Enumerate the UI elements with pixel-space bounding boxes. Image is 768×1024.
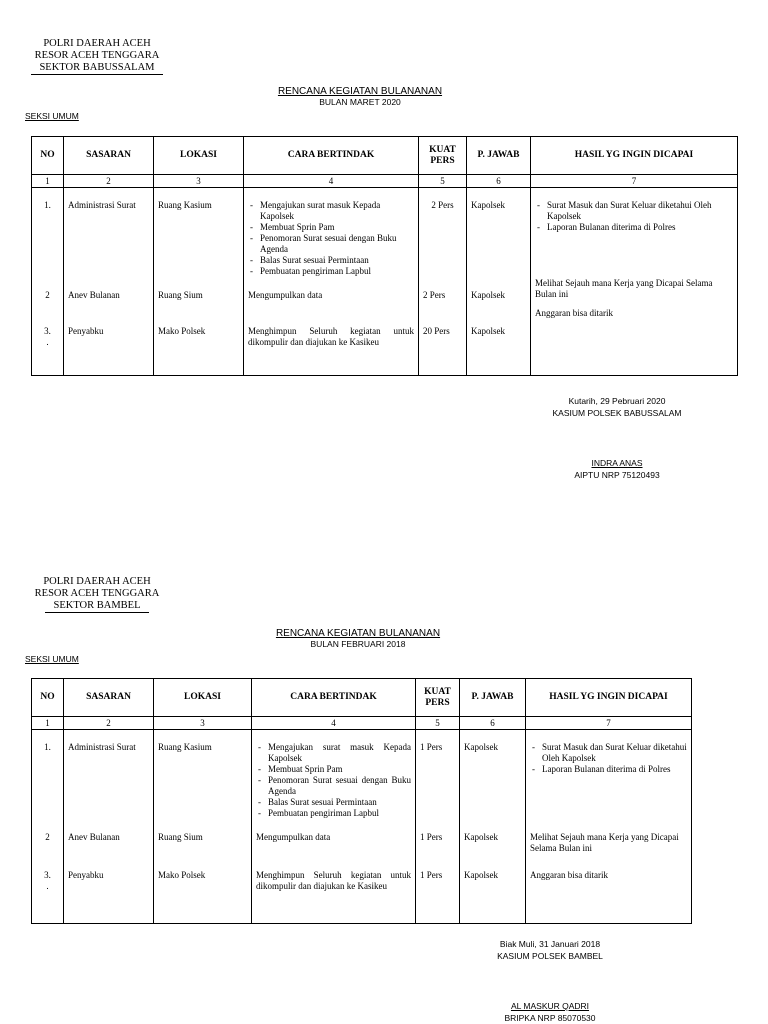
- row-lokasi: Mako Polsek: [154, 326, 244, 376]
- list-item: - Pembuatan pengiriman Lapbul: [260, 266, 414, 277]
- list-item: - Pembuatan pengiriman Lapbul: [268, 808, 411, 819]
- column-header: LOKASI: [154, 679, 252, 717]
- column-number: 5: [419, 175, 467, 188]
- column-header: CARA BERTINDAK: [252, 679, 416, 717]
- row-number: 1.: [32, 730, 64, 832]
- signature-name: INDRA ANAS: [591, 458, 643, 468]
- table-row: [32, 730, 692, 832]
- signature-place-date: Kutarih, 29 Pebruari 2020: [568, 396, 666, 406]
- row-jawab: Kapolsek: [460, 832, 526, 870]
- row-jawab: Kapolsek: [467, 326, 531, 376]
- letterhead-line: POLRI DAERAH ACEH: [43, 38, 151, 49]
- row-sasaran: Penyabku: [64, 326, 154, 376]
- column-number: 7: [531, 175, 738, 188]
- signature-rank: BRIPKA NRP 85070530: [504, 1013, 596, 1023]
- document-title-1: [230, 86, 490, 108]
- letterhead-2: [24, 576, 170, 613]
- row-hasil: Anggaran bisa ditarik: [526, 870, 692, 924]
- column-number: 3: [154, 717, 252, 730]
- activity-table-1: [31, 136, 738, 376]
- table-row: [32, 188, 738, 290]
- column-number: 2: [64, 717, 154, 730]
- signature-rank: AIPTU NRP 75120493: [574, 470, 660, 480]
- list-item: - Balas Surat sesuai Permintaan: [268, 797, 411, 808]
- column-number: 4: [252, 717, 416, 730]
- list-item: - Mengajukan surat masuk Kepada Kapolsek: [260, 200, 414, 222]
- row-jawab: Kapolsek: [460, 870, 526, 924]
- row-sasaran: Anev Bulanan: [64, 290, 154, 326]
- list-item: - Surat Masuk dan Surat Keluar diketahui Oleh Kapolsek: [542, 742, 687, 764]
- row-jawab: Kapolsek: [460, 730, 526, 832]
- row-sasaran: Anev Bulanan: [64, 832, 154, 870]
- plan-title: RENCANA KEGIATAN BULANANAN: [277, 86, 443, 97]
- column-header: KUAT PERS: [419, 137, 467, 175]
- column-header: SASARAN: [64, 137, 154, 175]
- list-item: - Laporan Bulanan diterima di Polres: [542, 764, 687, 775]
- column-number: 1: [32, 175, 64, 188]
- row-number: 2: [32, 290, 64, 326]
- column-number: 3: [154, 175, 244, 188]
- row-hasil: [526, 730, 692, 832]
- row-lokasi: Mako Polsek: [154, 870, 252, 924]
- table-row: [32, 326, 738, 376]
- column-header: P. JAWAB: [467, 137, 531, 175]
- row-lokasi: Ruang Sium: [154, 832, 252, 870]
- list-item: - Surat Masuk dan Surat Keluar diketahui Oleh Kapolsek: [547, 200, 733, 222]
- column-header: NO: [32, 679, 64, 717]
- column-header: HASIL YG INGIN DICAPAI: [526, 679, 692, 717]
- signature-block-2: [460, 938, 640, 1024]
- row-hasil: [531, 188, 738, 290]
- column-number: 4: [244, 175, 419, 188]
- row-lokasi: Ruang Kasium: [154, 730, 252, 832]
- row-kuat: 2 Pers: [419, 188, 467, 290]
- row-jawab: Kapolsek: [467, 290, 531, 326]
- row-cara: [244, 188, 419, 290]
- row-cara: Mengumpulkan data: [252, 832, 416, 870]
- row-lokasi: Ruang Sium: [154, 290, 244, 326]
- row-cara: Menghimpun Seluruh kegiatan untuk dikompulir dan diajukan ke Kasikeu: [244, 326, 419, 376]
- letterhead-line: POLRI DAERAH ACEH: [43, 576, 151, 587]
- row-number: 2: [32, 832, 64, 870]
- list-item: - Mengajukan surat masuk Kepada Kapolsek: [268, 742, 411, 764]
- row-hasil: Melihat Sejauh mana Kerja yang Dicapai Selama Bulan ini: [535, 277, 713, 299]
- row-number: 3. .: [32, 326, 64, 376]
- column-header: P. JAWAB: [460, 679, 526, 717]
- column-number: 2: [64, 175, 154, 188]
- column-header: HASIL YG INGIN DICAPAI: [531, 137, 738, 175]
- row-kuat: 1 Pers: [416, 832, 460, 870]
- plan-month: BULAN FEBRUARI 2018: [310, 639, 406, 649]
- column-number: 7: [526, 717, 692, 730]
- row-cara: Mengumpulkan data: [244, 290, 419, 326]
- letterhead-line: SEKTOR BABUSSALAM: [31, 62, 162, 75]
- row-hasil: Melihat Sejauh mana Kerja yang Dicapai Selama Bulan ini: [526, 832, 692, 870]
- row-cara: [252, 730, 416, 832]
- row-hasil: Anggaran bisa ditarik: [535, 307, 613, 318]
- table-row: [32, 870, 692, 924]
- signature-position: KASIUM POLSEK BAMBEL: [497, 951, 603, 961]
- letterhead-1: [24, 38, 170, 75]
- row-jawab: Kapolsek: [467, 188, 531, 290]
- row-kuat: 2 Pers: [419, 290, 467, 326]
- row-number: 3. .: [32, 870, 64, 924]
- list-item: - Membuat Sprin Pam: [260, 222, 414, 233]
- row-sasaran: Administrasi Surat: [64, 188, 154, 290]
- row-cara: Menghimpun Seluruh kegiatan untuk dikompulir dan diajukan ke Kasikeu: [252, 870, 416, 924]
- letterhead-line: SEKTOR BAMBEL: [45, 600, 148, 613]
- column-header: KUAT PERS: [416, 679, 460, 717]
- column-header: SASARAN: [64, 679, 154, 717]
- list-item: - Balas Surat sesuai Permintaan: [260, 255, 414, 266]
- row-hasil-cell: [531, 307, 738, 376]
- column-number: 6: [467, 175, 531, 188]
- signature-name: AL MASKUR QADRI: [510, 1001, 590, 1011]
- signature-block-1: [527, 395, 707, 481]
- plan-month: BULAN MARET 2020: [319, 97, 401, 107]
- list-item: - Laporan Bulanan diterima di Polres: [547, 222, 733, 233]
- signature-place-date: Biak Muli, 31 Januari 2018: [499, 939, 601, 949]
- signature-position: KASIUM POLSEK BABUSSALAM: [552, 408, 682, 418]
- row-sasaran: Administrasi Surat: [64, 730, 154, 832]
- activity-table-2: [31, 678, 692, 924]
- document-title-2: [228, 628, 488, 650]
- column-number: 1: [32, 717, 64, 730]
- list-item: - Membuat Sprin Pam: [268, 764, 411, 775]
- row-kuat: 1 Pers: [416, 870, 460, 924]
- row-number: 1.: [32, 188, 64, 290]
- row-kuat: 1 Pers: [416, 730, 460, 832]
- section-label: SEKSI UMUM: [25, 111, 79, 121]
- plan-title: RENCANA KEGIATAN BULANANAN: [275, 628, 441, 639]
- column-header: LOKASI: [154, 137, 244, 175]
- letterhead-line: RESOR ACEH TENGGARA: [34, 50, 160, 61]
- table-row: [32, 832, 692, 870]
- list-item: - Penomoran Surat sesuai dengan Buku Agenda: [268, 775, 411, 797]
- column-header: NO: [32, 137, 64, 175]
- row-sasaran: Penyabku: [64, 870, 154, 924]
- section-label: SEKSI UMUM: [25, 654, 79, 664]
- letterhead-line: RESOR ACEH TENGGARA: [34, 588, 160, 599]
- column-number: 5: [416, 717, 460, 730]
- column-number: 6: [460, 717, 526, 730]
- row-kuat: 20 Pers: [419, 326, 467, 376]
- row-lokasi: Ruang Kasium: [154, 188, 244, 290]
- list-item: - Penomoran Surat sesuai dengan Buku Agenda: [260, 233, 414, 255]
- column-header: CARA BERTINDAK: [244, 137, 419, 175]
